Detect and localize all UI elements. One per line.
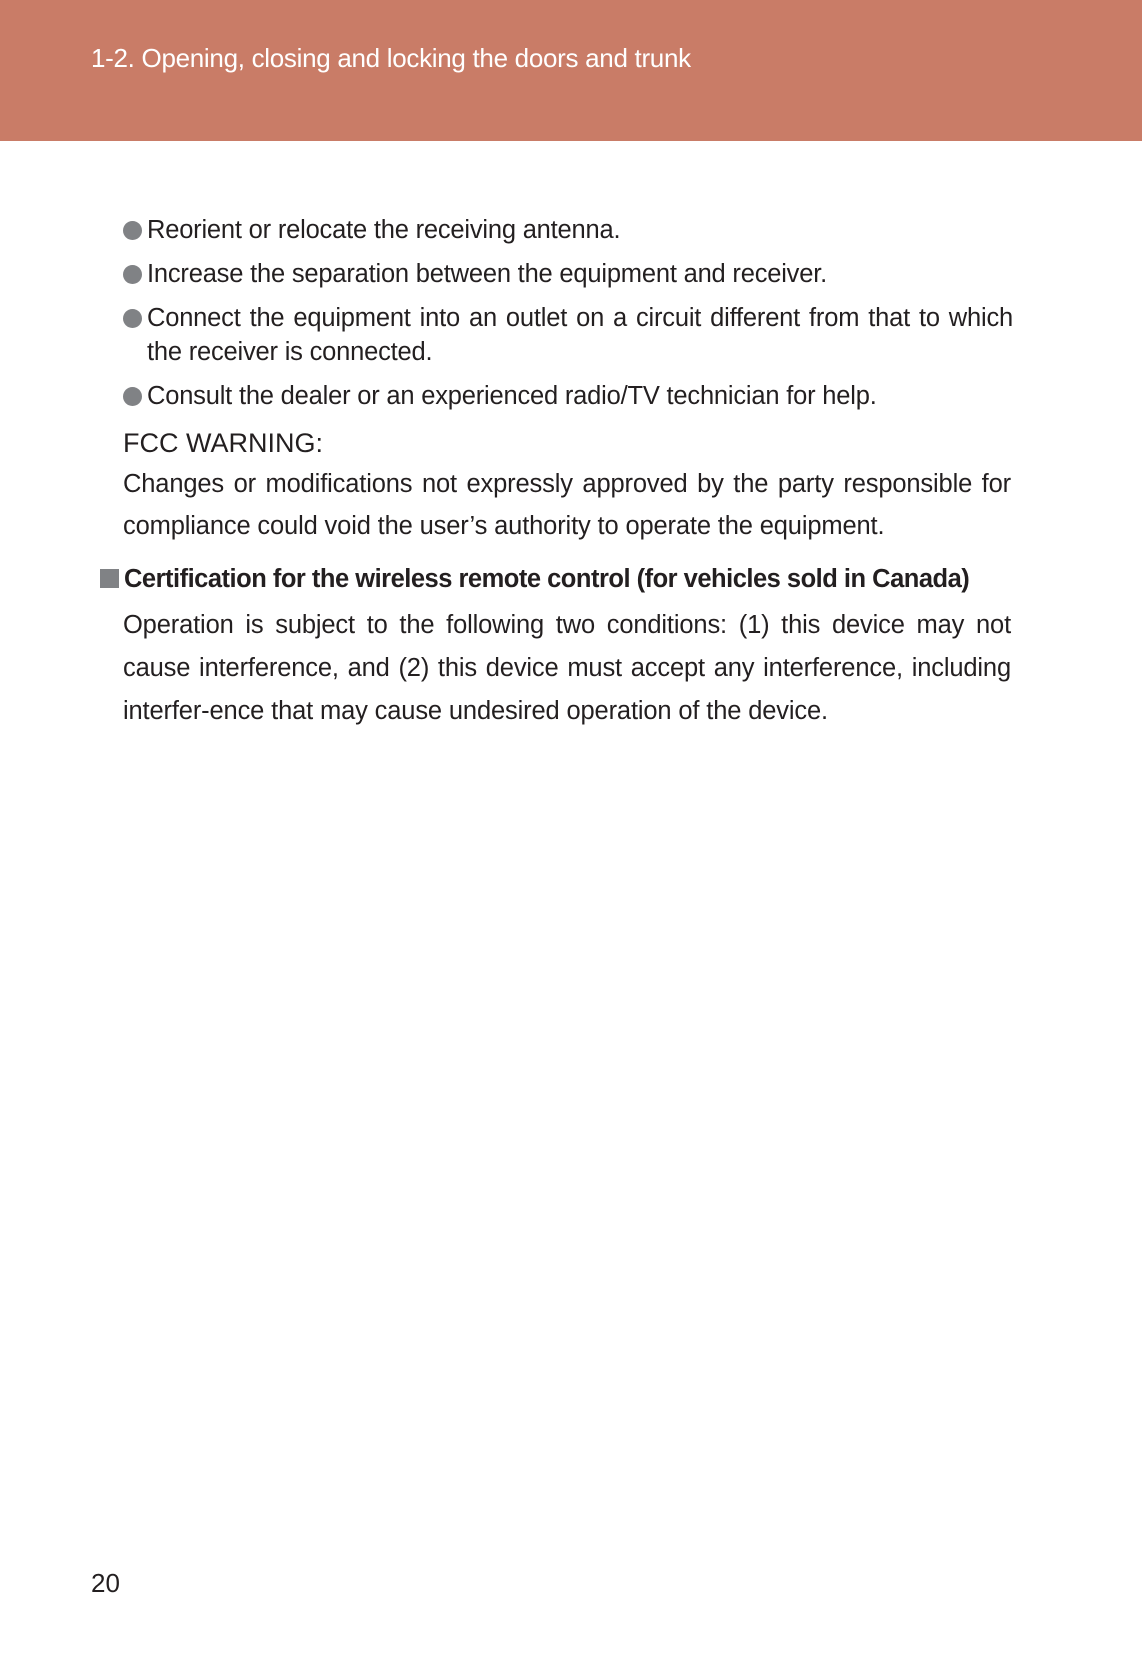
list-item: [123, 379, 1013, 413]
square-bullet-icon: [100, 569, 119, 588]
certification-text: Operation is subject to the following two conditions: (1) this device may not cause interference, and (2) this device must accept any interference, including interfer-ence that may cause undesired operation of the device.: [123, 611, 1011, 725]
circle-bullet-icon: [123, 265, 142, 284]
circle-bullet-icon: [123, 221, 142, 240]
list-item-text: Consult the dealer or an experienced radio/TV technician for help.: [147, 382, 877, 410]
recommendation-list: [123, 213, 1013, 423]
list-item: [123, 301, 1013, 369]
certification-heading-text: Certification for the wireless remote control (for vehicles sold in Canada): [124, 565, 970, 593]
fcc-warning-heading: FCC WARNING:: [123, 428, 323, 458]
chapter-title: 1-2. Opening, closing and locking the doors and trunk: [91, 43, 691, 73]
page-number: 20: [91, 1568, 120, 1598]
list-item: [123, 257, 1013, 291]
fcc-warning-text: Changes or modifications not expressly approved by the party responsible for compliance could void the user’s authority to operate the equipment.: [123, 470, 1011, 540]
circle-bullet-icon: [123, 309, 142, 328]
list-item-text: Connect the equipment into an outlet on a circuit different from that to which the receiver is connected.: [147, 304, 1013, 366]
list-item: [123, 213, 1013, 247]
circle-bullet-icon: [123, 387, 142, 406]
list-item-text: Reorient or relocate the receiving antenna.: [147, 216, 621, 244]
chapter-header: [0, 0, 1142, 141]
certification-heading: [100, 561, 969, 597]
list-item-text: Increase the separation between the equipment and receiver.: [147, 260, 827, 288]
